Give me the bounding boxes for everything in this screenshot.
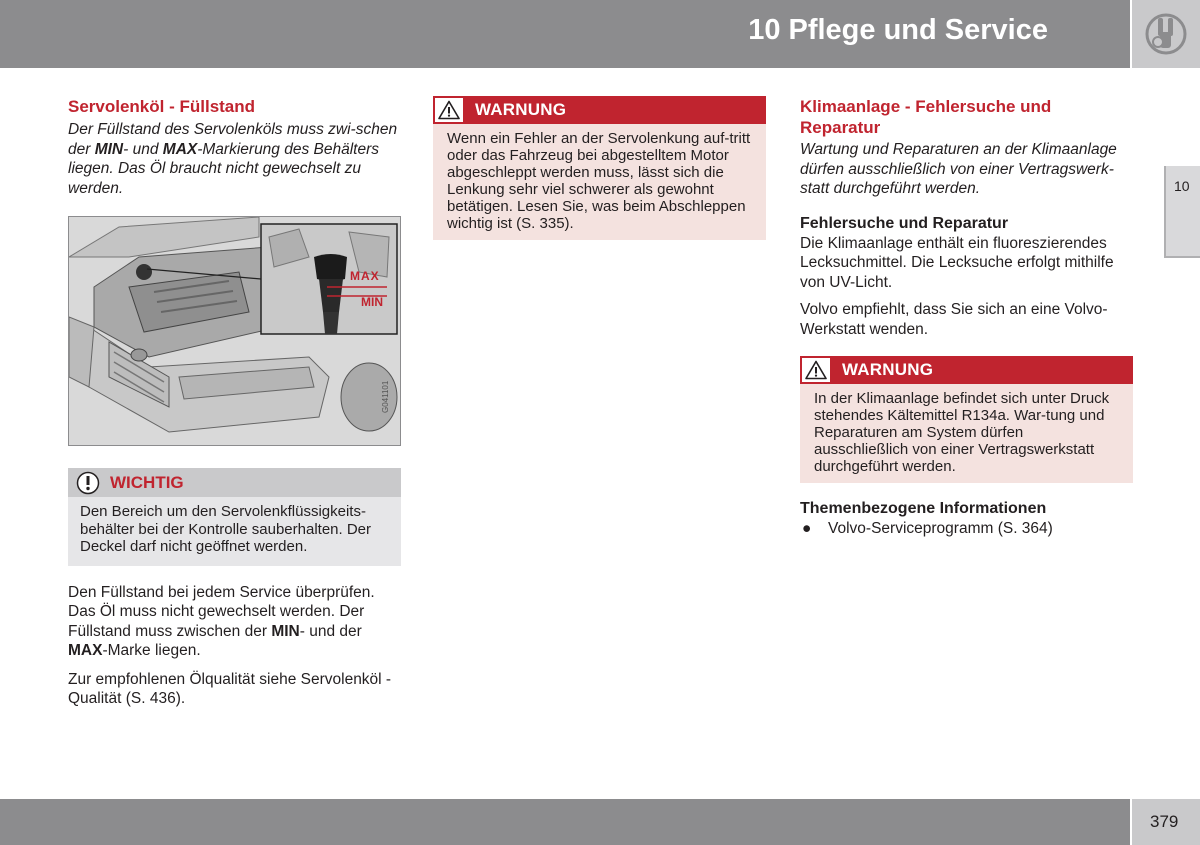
- warning-triangle-icon: [800, 356, 832, 384]
- paragraph-oil-quality: Zur empfohlenen Ölqualität siehe Servolenköl - Qualität (S. 436).: [68, 670, 392, 707]
- min-label: MIN: [361, 295, 383, 309]
- section-heading-servolenkoel: Servolenköl - Füllstand: [68, 97, 256, 116]
- warning-text: In der Klimaanlage befindet sich unter Druck stehendes Kältemittel R134a. War-tung und Reparaturen am System dürfen ausschließlich von einer Vertragswerkstatt durchgeführt werden.: [814, 390, 1110, 475]
- intro-text-3: -Markierung des Behälters liegen. Das Öl braucht nicht gewechselt zu werden.: [68, 140, 380, 197]
- related-link[interactable]: Volvo-Serviceprogramm (S. 364): [828, 520, 1053, 537]
- paragraph-lecksuche: Die Klimaanlage enthält ein fluoreszierendes Lecksuchmittel. Die Lecksuche erfolgt mithilfe von UV-Licht.: [800, 234, 1114, 291]
- notice-header: [68, 468, 401, 497]
- chapter-header: [0, 0, 1130, 68]
- column-klimaanlage: [800, 96, 1133, 538]
- intro-klimaanlage: Wartung und Reparaturen an der Klimaanlage dürfen ausschließlich von einer Vertragswerk-statt durchgeführt werden.: [800, 141, 1117, 197]
- chapter-icon-box: [1132, 0, 1200, 68]
- para1-text-3: -Marke liegen.: [102, 642, 201, 659]
- warning-label: WARNUNG: [842, 360, 934, 379]
- warning-text: Wenn ein Fehler an der Servolenkung auf-tritt oder das Fahrzeug bei abgestelltem Motor abgeschleppt werden muss, lässt sich die Lenkung sehr viel schwerer als gewohnt betätigen. Lesen Sie, was beim Abschleppen wichtig ist (S. 335).: [447, 130, 751, 232]
- chapter-tab[interactable]: [1164, 166, 1200, 258]
- notice-text: Den Bereich um den Servolenkflüssigkeits-behälter bei der Kontrolle sauberhalten. Der Deckel darf nicht geöffnet werden.: [80, 503, 372, 555]
- figure-code: G041101: [381, 380, 390, 413]
- list-item[interactable]: [800, 519, 1133, 538]
- max-mark-text: MAX: [162, 140, 198, 158]
- min-mark-text: MIN: [94, 140, 124, 158]
- paragraph-volvo-werkstatt: Volvo empfiehlt, dass Sie sich an eine Volvo-Werkstatt wenden.: [800, 301, 1108, 338]
- para1-max-text: MAX: [68, 642, 103, 659]
- chapter-title: 10 Pflege und Service: [748, 14, 1048, 46]
- wrench-gear-icon: [1140, 12, 1192, 56]
- para1-min-text: MIN: [271, 622, 300, 640]
- notice-wichtig: [68, 468, 401, 566]
- warning-header: [800, 356, 1133, 384]
- subheading-fehlersuche: Fehlersuche und Reparatur: [800, 214, 1009, 232]
- intro-text-1: Der Füllstand des Servolenköls muss zwi-schen der: [68, 121, 398, 158]
- page-number-box: [1132, 799, 1200, 845]
- page-number: 379: [1150, 812, 1179, 831]
- max-label: MAX: [350, 269, 380, 283]
- warning-box-steering: [433, 96, 766, 240]
- engine-bay-figure: [68, 216, 401, 446]
- intro-servolenkoel: [68, 120, 401, 198]
- page-footer: [0, 799, 1130, 845]
- warning-header: [433, 96, 766, 124]
- warning-triangle-icon: [433, 96, 465, 124]
- column-servolenkoel: [68, 96, 401, 709]
- engine-bay-illustration: [69, 217, 401, 446]
- column-warning-steering: [433, 96, 766, 240]
- warning-label: WARNUNG: [475, 100, 567, 119]
- section-heading-klimaanlage: Klimaanlage - Fehlersuche und Reparatur: [800, 97, 1052, 137]
- intro-text-2: - und: [123, 140, 163, 158]
- chapter-tab-label: 10: [1174, 178, 1190, 194]
- exclamation-icon: [68, 468, 108, 497]
- warning-box-refrigerant: [800, 356, 1133, 483]
- related-heading: Themenbezogene Informationen: [800, 500, 1047, 517]
- notice-label: WICHTIG: [110, 472, 184, 492]
- para1-text-1: Den Füllstand bei jedem Service überprüfen. Das Öl muss nicht gewechselt werden. Der Füllstand muss zwischen der: [68, 583, 375, 640]
- paragraph-check-level: [68, 583, 401, 661]
- para1-text-2: - und der: [299, 622, 362, 640]
- bullet-dot: ●: [802, 520, 812, 537]
